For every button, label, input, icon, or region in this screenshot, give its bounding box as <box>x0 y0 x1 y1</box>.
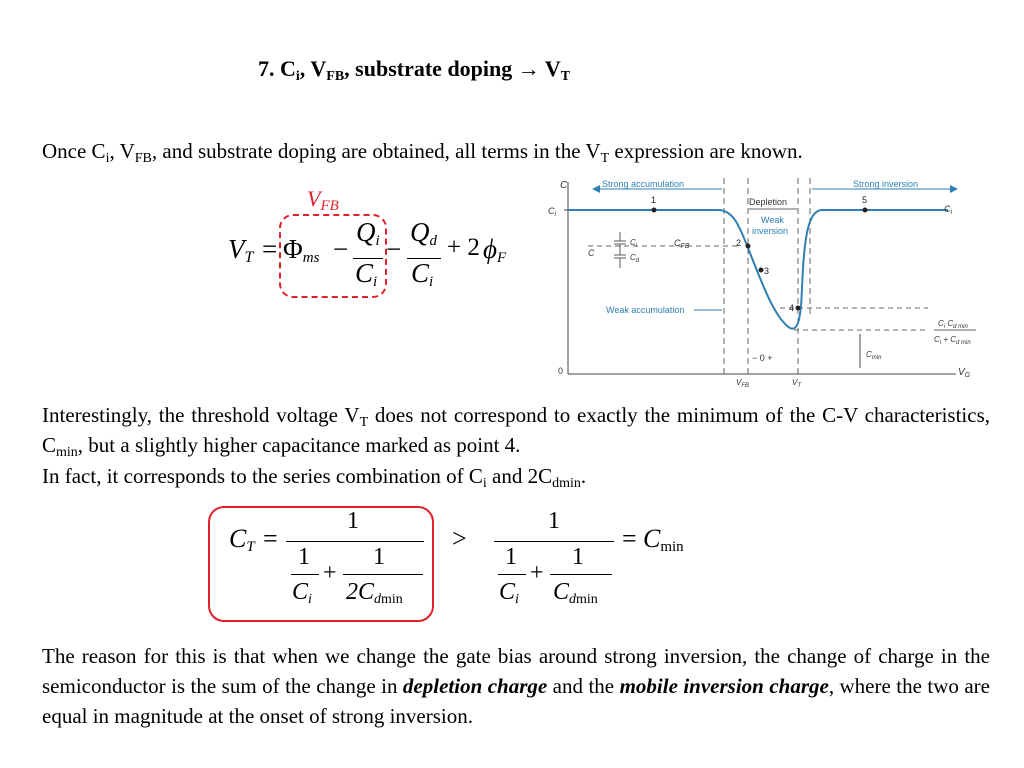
point-3-label: 3 <box>764 266 770 276</box>
cmin-plus: + <box>530 560 544 586</box>
ct-ci-fraction-line <box>291 574 319 575</box>
vt-minus-2: − <box>386 234 402 264</box>
ct-one-a: 1 <box>298 544 310 570</box>
series-label-denominator: $C_i + C_{d min}$ <box>934 335 971 346</box>
vt-minus-1: − <box>333 234 349 264</box>
ci-axis-label: $C_i$ <box>548 206 557 218</box>
vfb-label: $V_{FB}$ <box>307 186 339 214</box>
ct-one-b: 1 <box>373 544 385 570</box>
point-2-marker <box>746 244 751 249</box>
greater-than: > <box>452 524 467 553</box>
cv-characteristics-chart <box>548 168 978 388</box>
ct-plus: + <box>323 560 337 586</box>
ct-equals: = <box>263 524 278 553</box>
ct-cd-fraction-line <box>343 574 423 575</box>
intro-paragraph: Once $C_i$, $V_{FB}$, and substrate doping are obtained, all terms in the $V_T$ expression are known. <box>42 139 803 166</box>
strong-accumulation-label: Strong accumulation <box>602 179 685 189</box>
circuit-ci-label: $C_i$ <box>630 238 638 249</box>
origin-label: 0 <box>558 366 564 376</box>
cmin-one-a: 1 <box>505 544 517 570</box>
cmin-cdmin: $C_{dmin}$ <box>553 579 598 607</box>
ct-main-fraction-line <box>286 541 424 542</box>
point-1-label: 1 <box>651 195 657 205</box>
depletion-label: Depletion <box>749 197 788 207</box>
cmin-cd-fraction-line <box>550 574 612 575</box>
series-label-numerator: $C_i$ $C_{d min}$ <box>938 319 968 330</box>
vg-axis-label: $V_G$ <box>958 367 971 379</box>
ct-lhs: $C_T$ <box>229 524 255 555</box>
phi-f: $\phi_F$ <box>483 234 507 266</box>
cfb-label: $C_{FB}$ <box>674 238 690 250</box>
bias-sign-label: − 0 + <box>752 353 773 363</box>
point-5-marker <box>863 208 868 213</box>
strong-inversion-arrowhead <box>950 185 958 193</box>
ct-numerator-one: 1 <box>347 508 359 534</box>
point-5-label: 5 <box>862 195 868 205</box>
qi-numerator: $Q_i$ <box>356 217 380 249</box>
point-4-label: 4 <box>789 303 795 313</box>
cmin-ci: $C_i$ <box>499 579 519 607</box>
phi-ms: $\Phi_{ms}$ <box>283 234 320 266</box>
series-paragraph: In fact, it corresponds to the series combination of $C_i$ and $2C_{dmin}$. <box>42 464 587 491</box>
weak-accumulation-label: Weak accumulation <box>606 305 685 315</box>
ct-2cdmin: $2C_{dmin}$ <box>346 579 403 607</box>
circuit-cd-label: $C_d$ <box>630 253 640 264</box>
cmin-rhs: $C_{min}$ <box>643 524 684 555</box>
ct-ci: $C_i$ <box>292 579 312 607</box>
cmin-label: $C_{min}$ <box>866 350 882 361</box>
vt-lhs: $V_T$ <box>228 234 254 266</box>
slide-title: 7. $C_i$, $V_{FB}$, substrate doping → $V_T$ <box>258 56 571 84</box>
vfb-tick-label: $V_{FB}$ <box>736 378 750 388</box>
weak-inversion-label-2: inversion <box>752 226 789 236</box>
cmin-one-b: 1 <box>572 544 584 570</box>
qd-numerator: $Q_d$ <box>410 217 437 249</box>
ci-right-label: $C_i$ <box>944 204 953 216</box>
vt-equals: = <box>262 234 278 264</box>
cmin-numerator-one: 1 <box>548 508 560 534</box>
point-3-marker <box>759 268 764 273</box>
cmin-equals: = <box>622 524 637 553</box>
interesting-paragraph: Interestingly, the threshold voltage $V_T$ does not correspond to exactly the minimum of the C-V characteristics, $C_{min}$, but a slightly higher capacitance marked as point 4. <box>42 403 990 460</box>
cmin-ci-fraction-line <box>498 574 526 575</box>
cmin-main-fraction-line <box>494 541 614 542</box>
reason-paragraph: The reason for this is that when we change the gate bias around strong inversion, the change of charge in the semiconductor is the sum of the change in depletion charge and the mobile inversion charge, where the two are equal in magnitude at the onset of strong inversion. <box>42 644 990 728</box>
c-axis-label: C <box>560 180 568 191</box>
plus-two: + 2 <box>447 234 480 261</box>
series-capacitor-symbol <box>614 232 626 268</box>
point-2-label: 2 <box>736 238 742 248</box>
circuit-c-label: C <box>588 248 595 258</box>
vt-tick-label: $V_T$ <box>792 378 802 388</box>
strong-inversion-label: Strong inversion <box>853 179 919 189</box>
point-4-marker <box>796 306 801 311</box>
point-1-marker <box>652 208 657 213</box>
weak-inversion-label-1: Weak <box>761 215 784 225</box>
strong-accumulation-arrowhead <box>592 185 600 193</box>
ci-denominator-2: $C_i$ <box>411 258 434 290</box>
ci-denominator: $C_i$ <box>355 258 378 290</box>
